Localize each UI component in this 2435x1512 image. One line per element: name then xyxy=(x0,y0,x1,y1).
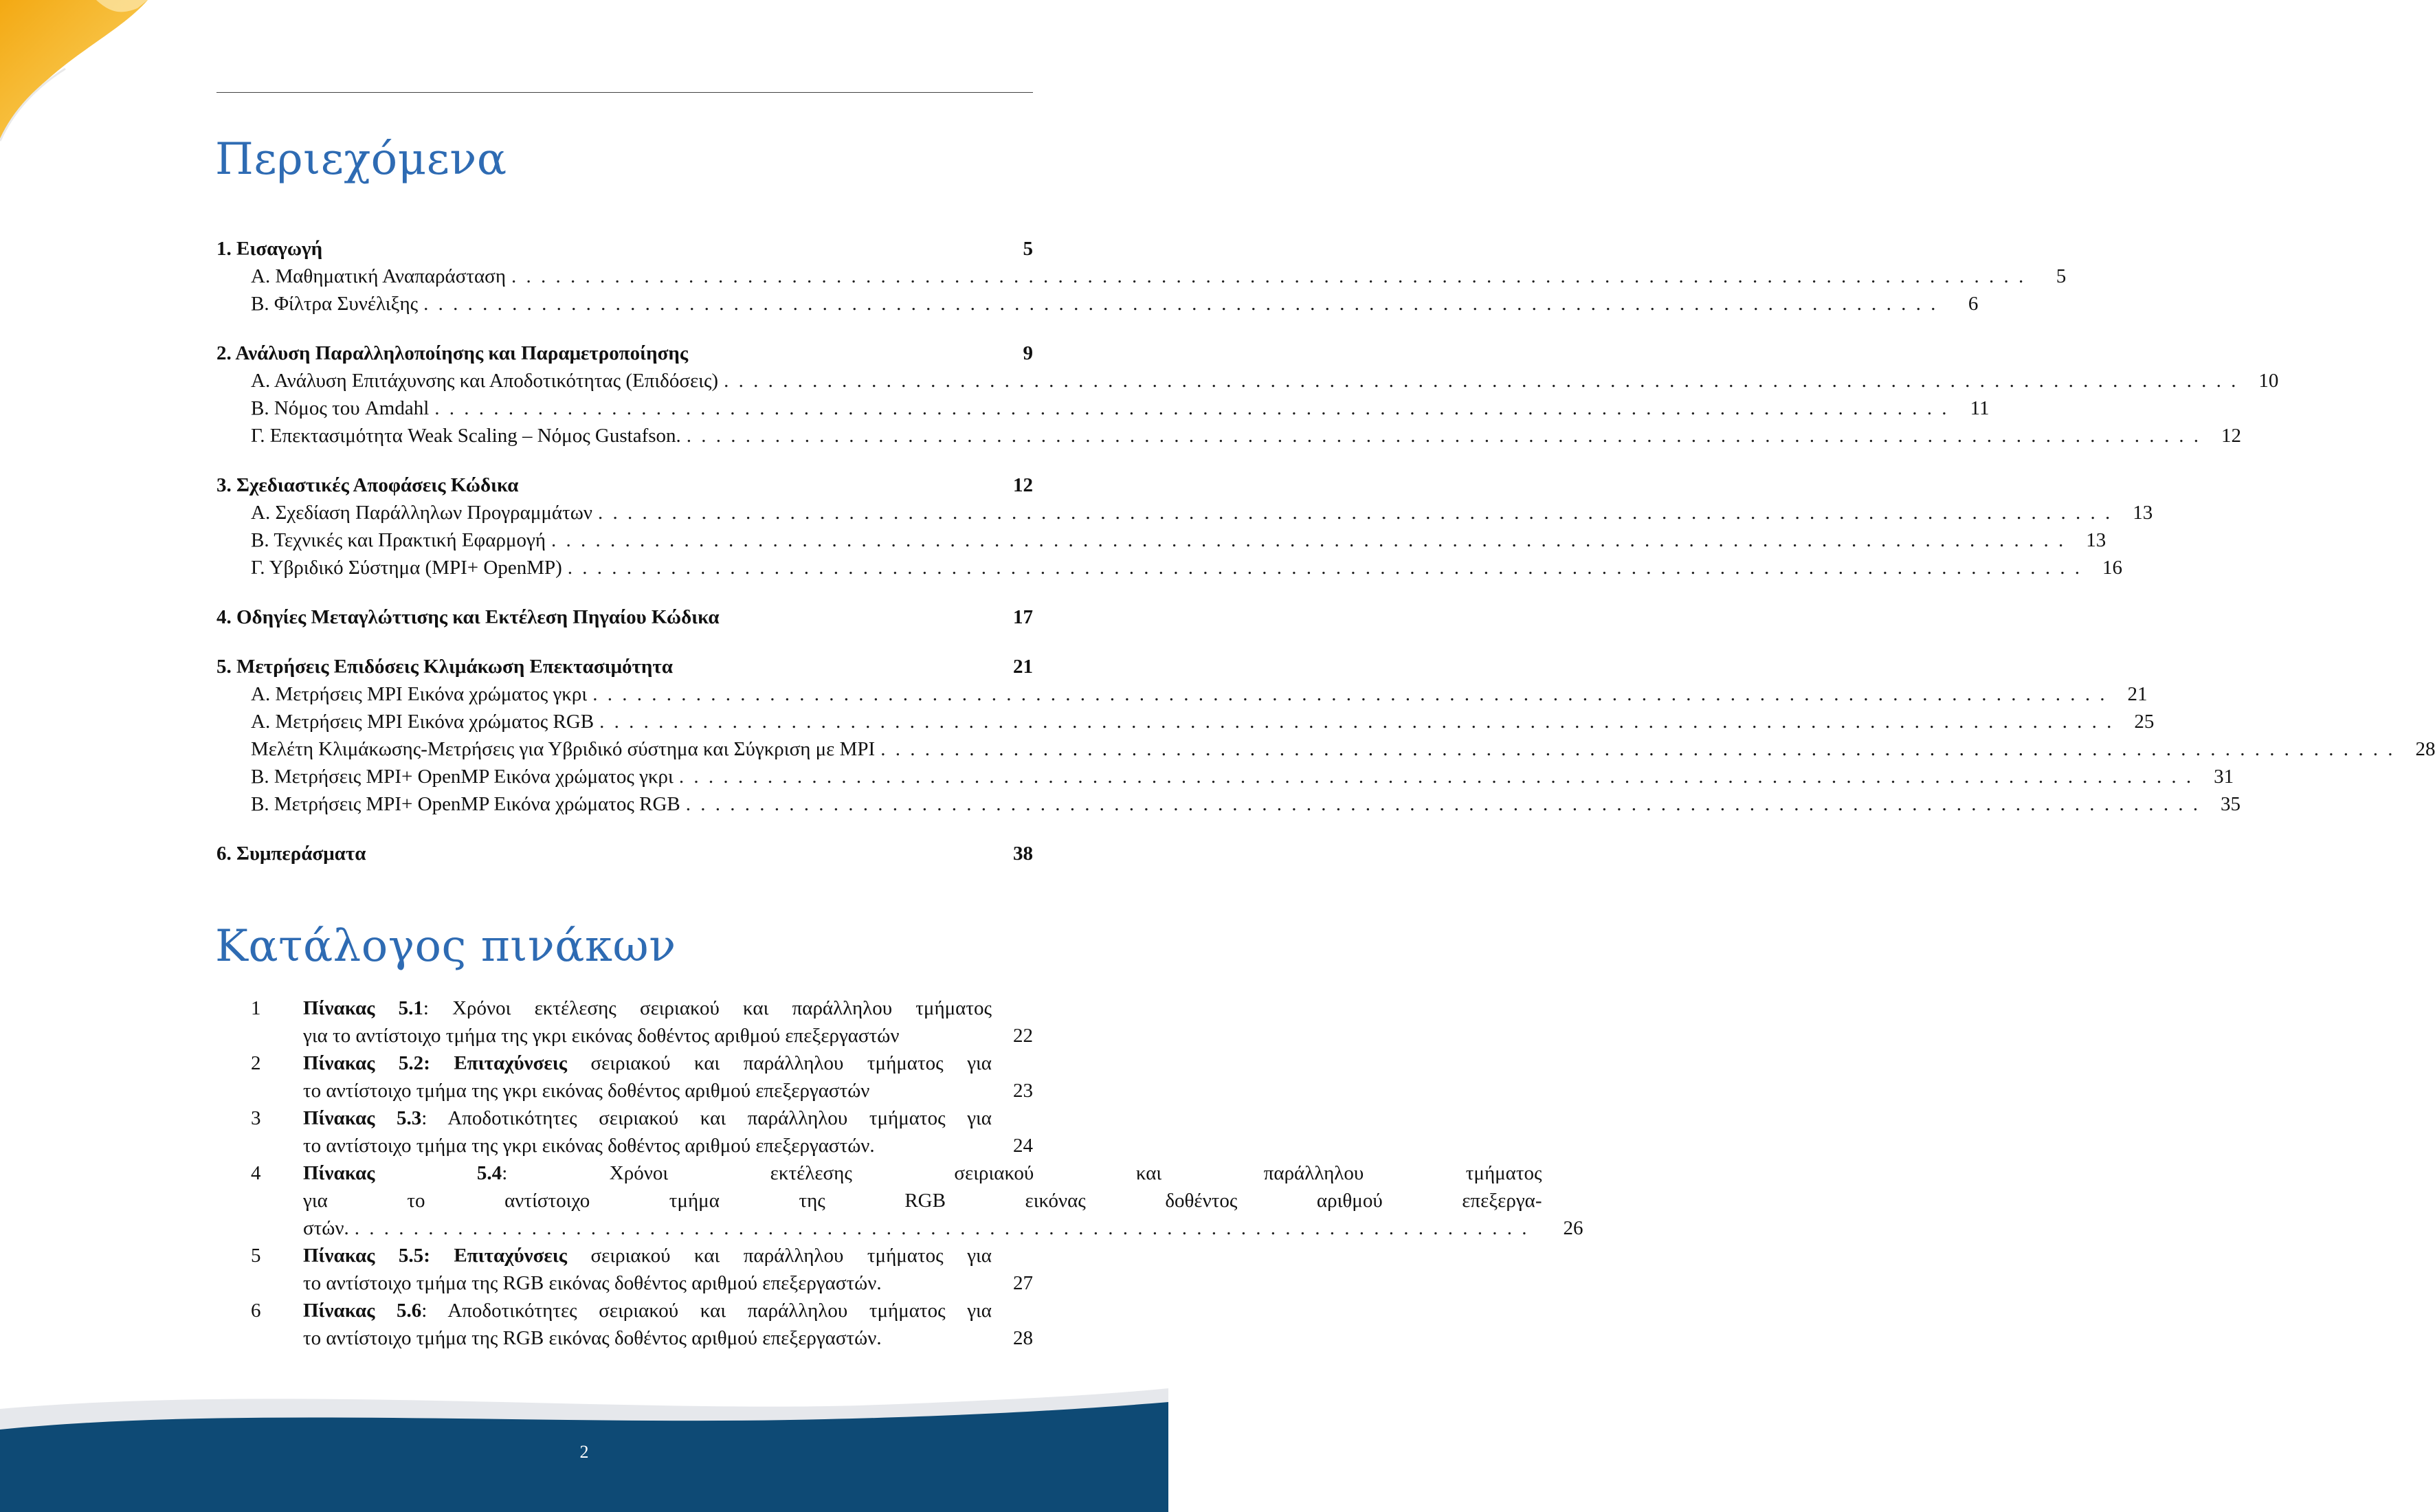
toc-subsection-title: Γ. Υβριδικό Σύστημα (MPI+ OpenMP) xyxy=(251,557,562,579)
toc-subsection-entry[interactable] xyxy=(216,790,2241,818)
toc-subsection-page: 13 xyxy=(2133,502,2153,524)
table-entry-number: 2 xyxy=(251,1052,261,1074)
toc-subsection-page: 13 xyxy=(2086,529,2106,551)
table-list-entry[interactable] xyxy=(251,994,1033,1049)
toc-section xyxy=(216,235,2067,318)
toc-section xyxy=(216,471,2153,581)
toc-subsection-title: Β. Μετρήσεις MPI+ OpenMP Εικόνα χρώματος RGB xyxy=(251,793,680,815)
toc-subsection-page: 16 xyxy=(2102,557,2123,579)
table-caption-line2: το αντίστοιχο τμήμα της γκρι εικόνας δοθέντος αριθμού επεξεργαστών. xyxy=(303,1135,875,1157)
dot-leader xyxy=(599,708,2111,735)
dot-leader xyxy=(568,554,2080,581)
dot-leader xyxy=(355,1214,1527,1242)
toc-subsection-entry[interactable] xyxy=(216,290,1979,318)
table-caption-line2: για το αντίστοιχο τμήμα της γκρι εικόνας δοθέντος αριθμού επεξεργαστών xyxy=(303,1025,900,1047)
toc-subsection-title: Α. Μαθηματική Αναπαράσταση xyxy=(251,265,506,287)
table-entry-number: 3 xyxy=(251,1107,261,1129)
toc-subsection-entry[interactable] xyxy=(216,422,2242,449)
table-caption-line2: το αντίστοιχο τμήμα της RGB εικόνας δοθέντος αριθμού επεξεργαστών. xyxy=(303,1327,882,1349)
toc-heading: Περιεχόμενα xyxy=(215,134,507,185)
toc-chapter-title: 2. Ανάλυση Παραλληλοποίησης και Παραμετροποίησης xyxy=(216,342,689,364)
toc-chapter-page: 17 xyxy=(1013,606,1033,628)
toc-subsection-page: 10 xyxy=(2258,370,2279,392)
toc-chapter-page: 5 xyxy=(1023,238,1033,260)
toc-chapter-title: 5. Μετρήσεις Επιδόσεις Κλιμάκωση Επεκτασιμότητα xyxy=(216,656,673,678)
toc-chapter-title: 3. Σχεδιαστικές Αποφάσεις Κώδικα xyxy=(216,474,519,496)
table-of-contents xyxy=(216,235,2435,889)
dot-leader xyxy=(880,735,2392,763)
table-label: Πίνακας 5.1 xyxy=(303,997,423,1019)
dot-leader xyxy=(724,367,2236,394)
toc-section xyxy=(216,653,2435,818)
toc-subsection-entry[interactable] xyxy=(216,499,2153,526)
toc-subsection-title: Μελέτη Κλιμάκωσης-Μετρήσεις για Υβριδικό σύστημα και Σύγκριση με MPI xyxy=(251,738,876,760)
toc-chapter-page: 21 xyxy=(1013,656,1033,678)
toc-subsection-entry[interactable] xyxy=(216,394,1990,422)
toc-subsection-title: Β. Τεχνικές και Πρακτική Εφαρμογή xyxy=(251,529,546,551)
toc-subsection-page: 25 xyxy=(2134,711,2155,733)
list-of-tables xyxy=(251,994,1583,1352)
table-caption-line1: σειριακού και παράλληλου τμήματος για xyxy=(566,1052,992,1074)
toc-subsection-entry[interactable] xyxy=(216,263,2067,290)
dot-leader xyxy=(598,499,2110,526)
dot-leader xyxy=(423,290,1935,318)
dot-leader xyxy=(511,263,2023,290)
toc-subsection-title: Β. Μετρήσεις MPI+ OpenMP Εικόνα χρώματος γκρι xyxy=(251,766,674,788)
header-rule xyxy=(216,92,1033,93)
table-label: Πίνακας 5.4 xyxy=(303,1162,502,1184)
toc-subsection-title: Β. Νόμος του Amdahl xyxy=(251,397,430,419)
toc-subsection-page: 28 xyxy=(2415,738,2435,760)
toc-subsection-entry[interactable] xyxy=(216,680,2148,708)
toc-subsection-entry[interactable] xyxy=(216,735,2435,763)
toc-chapter-page: 38 xyxy=(1013,843,1033,865)
table-entry-number: 5 xyxy=(251,1245,261,1267)
toc-chapter-page: 12 xyxy=(1013,474,1033,496)
corner-page-curl-decoration xyxy=(0,0,179,179)
toc-subsection-page: 35 xyxy=(2221,793,2241,815)
toc-subsection-page: 31 xyxy=(2214,766,2234,788)
toc-subsection-title: Α. Μετρήσεις MPI Εικόνα χρώματος γκρι xyxy=(251,683,588,705)
dot-leader xyxy=(687,422,2199,449)
list-of-tables-heading: Κατάλογος πινάκων xyxy=(215,921,676,972)
table-label-emphasis: : Επιταχύνσεις xyxy=(423,1052,567,1074)
table-label: Πίνακας 5.2 xyxy=(303,1052,424,1074)
table-caption-line1: : Χρόνοι εκτέλεσης σειριακού και παράλληλου τμήματος xyxy=(502,1162,1542,1184)
table-entry-page: 26 xyxy=(1563,1217,1583,1239)
toc-subsection-entry[interactable] xyxy=(216,554,2123,581)
table-caption-line3: στών. xyxy=(303,1217,349,1239)
dot-leader xyxy=(686,790,2198,818)
table-list-entry[interactable] xyxy=(251,1104,1033,1159)
toc-subsection-title: Γ. Επεκτασιμότητα Weak Scaling – Νόμος Gustafson. xyxy=(251,425,681,447)
toc-subsection-entry[interactable] xyxy=(216,708,2155,735)
toc-subsection-page: 12 xyxy=(2221,425,2242,447)
toc-subsection-title: Α. Ανάλυση Επιτάχυνσης και Αποδοτικότητας (Επιδόσεις) xyxy=(251,370,719,392)
toc-chapter-entry[interactable] xyxy=(216,603,1033,631)
table-entry-page: 27 xyxy=(1013,1272,1033,1294)
table-caption-line2: το αντίστοιχο τμήμα της γκρι εικόνας δοθέντος αριθμού επεξεργαστών xyxy=(303,1080,870,1102)
toc-subsection-page: 21 xyxy=(2127,683,2148,705)
table-caption-line1: : Χρόνοι εκτέλεσης σειριακού και παράλληλου τμήματος xyxy=(423,997,992,1019)
toc-subsection-entry[interactable] xyxy=(216,526,2106,554)
table-entry-page: 22 xyxy=(1013,1025,1033,1047)
dot-leader xyxy=(679,763,2191,790)
toc-chapter-title: 1. Εισαγωγή xyxy=(216,238,323,260)
toc-chapter-title: 6. Συμπεράσματα xyxy=(216,843,366,865)
toc-subsection-title: Α. Μετρήσεις MPI Εικόνα χρώματος RGB xyxy=(251,711,594,733)
table-entry-number: 4 xyxy=(251,1162,261,1184)
dot-leader xyxy=(551,526,2063,554)
table-list-entry[interactable] xyxy=(251,1049,1033,1104)
table-caption-line2: το αντίστοιχο τμήμα της RGB εικόνας δοθέντος αριθμού επεξεργαστών. xyxy=(303,1272,882,1294)
toc-chapter-entry[interactable] xyxy=(216,653,1033,680)
toc-section xyxy=(216,603,1033,631)
table-entry-number: 6 xyxy=(251,1300,261,1322)
table-label: Πίνακας 5.6 xyxy=(303,1300,422,1322)
toc-subsection-page: 6 xyxy=(1968,293,1979,315)
toc-chapter-page: 9 xyxy=(1023,342,1033,364)
table-entry-page: 28 xyxy=(1013,1327,1033,1349)
dot-leader xyxy=(592,680,2104,708)
table-caption-line2: για το αντίστοιχο τμήμα της RGB εικόνας δοθέντος αριθμού επεξεργα- xyxy=(303,1190,1542,1212)
toc-subsection-entry[interactable] xyxy=(216,763,2234,790)
toc-subsection-page: 11 xyxy=(1970,397,1990,419)
table-label: Πίνακας 5.5 xyxy=(303,1245,424,1267)
table-entry-number: 1 xyxy=(251,997,261,1019)
toc-subsection-entry[interactable] xyxy=(216,367,2279,394)
table-entry-page: 24 xyxy=(1013,1135,1033,1157)
table-list-entry[interactable] xyxy=(251,1297,1033,1352)
toc-chapter-entry[interactable] xyxy=(216,840,1033,867)
toc-chapter-entry[interactable] xyxy=(216,340,1033,367)
toc-chapter-entry[interactable] xyxy=(216,235,1033,263)
page-number: 2 xyxy=(579,1442,589,1462)
table-label-emphasis: : Επιταχύνσεις xyxy=(423,1245,567,1267)
table-list-entry[interactable] xyxy=(251,1159,1583,1242)
table-label: Πίνακας 5.3 xyxy=(303,1107,422,1129)
toc-section xyxy=(216,840,1033,867)
toc-subsection-title: Α. Σχεδίαση Παράλληλων Προγραμμάτων xyxy=(251,502,592,524)
table-entry-page: 23 xyxy=(1013,1080,1033,1102)
table-caption-line1: σειριακού και παράλληλου τμήματος για xyxy=(566,1245,992,1267)
dot-leader xyxy=(434,394,1946,422)
toc-subsection-title: Β. Φίλτρα Συνέλιξης xyxy=(251,293,419,315)
toc-subsection-page: 5 xyxy=(2056,265,2067,287)
toc-chapter-entry[interactable] xyxy=(216,471,1033,499)
toc-section xyxy=(216,340,2279,449)
table-caption-line1: : Αποδοτικότητες σειριακού και παράλληλου τμήματος για xyxy=(421,1300,992,1322)
toc-chapter-title: 4. Οδηγίες Μεταγλώττισης και Εκτέλεση Πηγαίου Κώδικα xyxy=(216,606,720,628)
table-caption-line1: : Αποδοτικότητες σειριακού και παράλληλου τμήματος για xyxy=(421,1107,992,1129)
table-list-entry[interactable] xyxy=(251,1242,1033,1297)
